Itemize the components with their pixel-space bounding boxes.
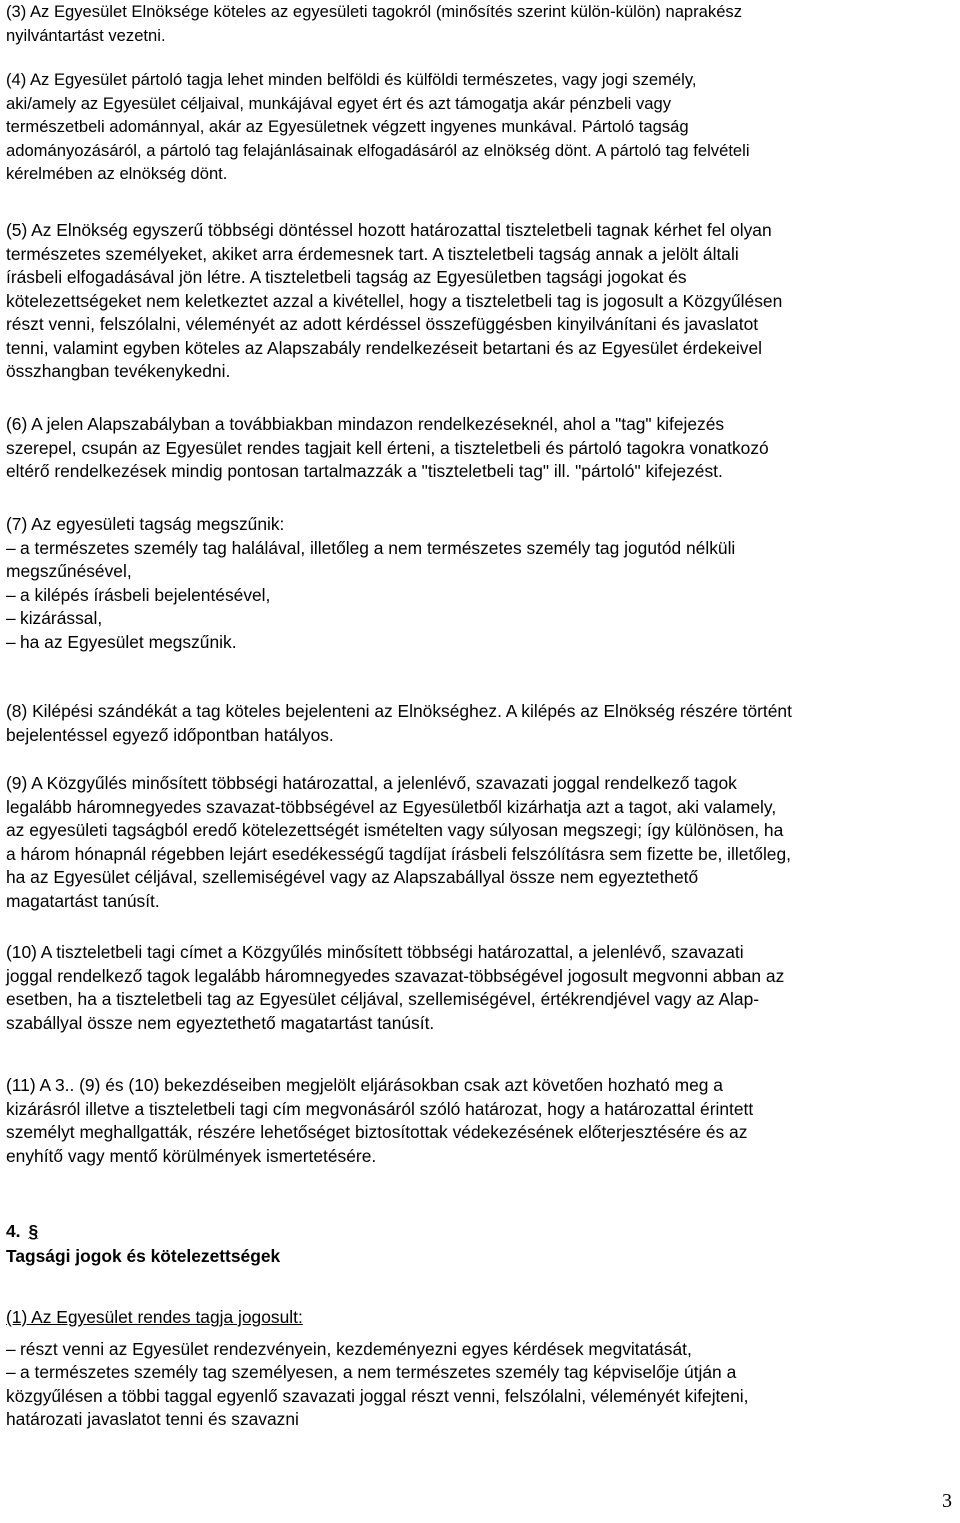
text-line: természetes személyeket, akiket arra érdemesnek tart. A tiszteletbeli tagság annak a jelölt általi (6, 243, 739, 264)
list-item-text: részt venni az Egyesület rendezvényein, kezdeményezni egyes kérdések megvitatását, (20, 1338, 692, 1359)
text-line: részt venni, felszólalni, véleményét az adott kérdéssel összefüggésben kinyilvánítani és javaslatot (6, 314, 759, 334)
dash-bullet: – (6, 584, 16, 605)
text-line: természetbeli adománnyal, akár az Egyesületnek végzett ingyenes munkával. Pártoló tagság (6, 117, 689, 136)
dash-bullet: – (6, 1362, 16, 1382)
text-line: (8) Kilépési szándékát a tag köteles bejelenteni az Elnökséghez. A kilépés az Elnökség részére történt (6, 701, 792, 721)
text-line: eltérő rendelkezések mindig pontosan tartalmazzák a "tiszteletbeli tag" ill. "pártoló" kifejezést. (6, 461, 723, 481)
list-item (6, 1361, 954, 1385)
section-4-paragraph-1 (6, 1306, 954, 1432)
list-item (6, 537, 954, 561)
text-line: kötelezettségeket nem keletkeztet azzal a kivétellel, hogy a tiszteletbeli tag is jogosult a Közgyűlésen (6, 290, 783, 311)
dash-bullet: – (6, 631, 16, 652)
list-item-continuation: közgyűlésen a többi taggal egyenlő szavazati joggal részt venni, felszólalni, véleményét kifejteni, (6, 1385, 749, 1406)
text-line: írásbeli elfogadásával jön létre. A tiszteletbeli tagság az Egyesületben tagsági jogokat és (6, 267, 687, 287)
text-line: a három hónapnál régebben lejárt esedékességű tagdíjat írásbeli felszólításra sem fizette be, illetőleg, (6, 843, 791, 864)
text-line: nyilvántartást vezetni. (6, 25, 166, 45)
text-line: tenni, valamint egyben köteles az Alapszabály rendelkezéseit betartani és az Egyesület érdekeivel (6, 337, 762, 358)
paragraph-3 (6, 0, 954, 47)
section-sign-icon: § (28, 1221, 39, 1241)
list-intro: (1) Az Egyesület rendes tagja jogosult: (6, 1307, 303, 1327)
list-item-text: a természetes személy tag halálával, illetőleg a nem természetes személy tag jogutód nélküli (20, 537, 736, 558)
list-item (6, 1338, 954, 1362)
section-number: 4. (6, 1221, 21, 1241)
list-item (6, 584, 954, 608)
text-line: bejelentéssel egyező időpontban hatályos. (6, 724, 334, 745)
text-line: összhangban tevékenykedni. (6, 361, 231, 381)
paragraph-6 (6, 413, 954, 484)
text-line: esetben, ha a tiszteletbeli tag az Egyesület céljával, szellemiségével, értékrendjével vagy az Alap- (6, 989, 760, 1009)
text-line: adományozásáról, a pártoló tag felajánlásainak elfogadásáról az elnökség dönt. A pártoló tag felvételi (6, 140, 750, 160)
paragraph-10 (6, 941, 954, 1035)
paragraph-4 (6, 68, 954, 186)
list-item (6, 631, 954, 655)
list-item-text: kizárással, (20, 608, 103, 628)
text-line: aki/amely az Egyesület céljaival, munkájával egyet ért és azt támogatja akár pénzbeli vagy (6, 93, 672, 113)
paragraph-9 (6, 772, 954, 913)
dash-bullet: – (6, 608, 16, 628)
paragraph-11 (6, 1074, 954, 1168)
text-line: (5) Az Elnökség egyszerű többségi döntéssel hozott határozattal tiszteletbeli tagnak kérhet fel olyan (6, 220, 772, 240)
paragraph-5 (6, 219, 954, 384)
text-line: (9) A Közgyűlés minősített többségi határozattal, a jelenlévő, szavazati joggal rendelkező tagok (6, 773, 737, 793)
list-item (6, 607, 954, 631)
dash-bullet: – (6, 537, 16, 558)
list-item-continuation: megszűnésével, (6, 561, 132, 581)
text-line: ha az Egyesület céljával, szellemiségével vagy az Alapszabállyal össze nem egyeztethető (6, 867, 699, 887)
text-line: szerepel, csupán az Egyesület rendes tagjait kell érteni, a tiszteletbeli és pártoló tagokra vonatkozó (6, 437, 769, 458)
text-line: kizárásról illetve a tiszteletbeli tagi cím megvonásáról szóló határozat, hogy a határozattal érintett (6, 1098, 754, 1119)
text-line: (10) A tiszteletbeli tagi címet a Közgyűlés minősített többségi határozattal, a jelenlévő, szavazati (6, 942, 744, 962)
section-heading-number (6, 1220, 38, 1243)
text-line: magatartást tanúsít. (6, 890, 160, 911)
text-line: joggal rendelkező tagok legalább háromnegyedes szavazat-többségével jogosult megvonni abban az (6, 965, 785, 986)
list-intro: (7) Az egyesületi tagság megszűnik: (6, 514, 285, 534)
paragraph-7 (6, 513, 954, 654)
page-number: 3 (942, 1490, 952, 1512)
text-line: (6) A jelen Alapszabályban a továbbiakban mindazon rendelkezéseknél, ahol a "tag" kifejezés (6, 414, 725, 434)
text-line: szabállyal össze nem egyeztethető magatartást tanúsít. (6, 1012, 435, 1033)
text-line: az egyesületi tagságból eredő kötelezettségét ismételten vagy súlyosan megszegi; így különösen, ha (6, 820, 784, 840)
dash-bullet: – (6, 1338, 16, 1359)
list-item-text: a természetes személy tag személyesen, a nem természetes személy tag képviselője útján a (20, 1362, 737, 1382)
text-line: kérelmében az elnökség dönt. (6, 164, 228, 183)
text-line: legalább háromnegyedes szavazat-többségével az Egyesületből kizárhatja azt a tagot, aki valamely, (6, 796, 777, 817)
text-line: enyhítő vagy mentő körülmények ismertetésére. (6, 1145, 377, 1166)
list-item-continuation: határozati javaslatot tenni és szavazni (6, 1409, 299, 1429)
text-line: (3) Az Egyesület Elnöksége köteles az egyesületi tagokról (minősítés szerint külön-külön) naprakész (6, 2, 743, 21)
text-line: (4) Az Egyesület pártoló tagja lehet minden belföldi és külföldi természetes, vagy jogi személy, (6, 70, 697, 89)
section-heading-title: Tagsági jogok és kötelezettségek (6, 1246, 281, 1266)
text-line: személyt meghallgatták, részére lehetőséget biztosítottak védekezésének előterjesztésére és az (6, 1122, 748, 1142)
text-line: (11) A 3.. (9) és (10) bekezdéseiben megjelölt eljárásokban csak azt követően hozható meg a (6, 1075, 723, 1095)
list-item-text: ha az Egyesület megszűnik. (20, 631, 237, 652)
list-item-text: a kilépés írásbeli bejelentésével, (20, 584, 271, 605)
paragraph-8 (6, 700, 954, 747)
